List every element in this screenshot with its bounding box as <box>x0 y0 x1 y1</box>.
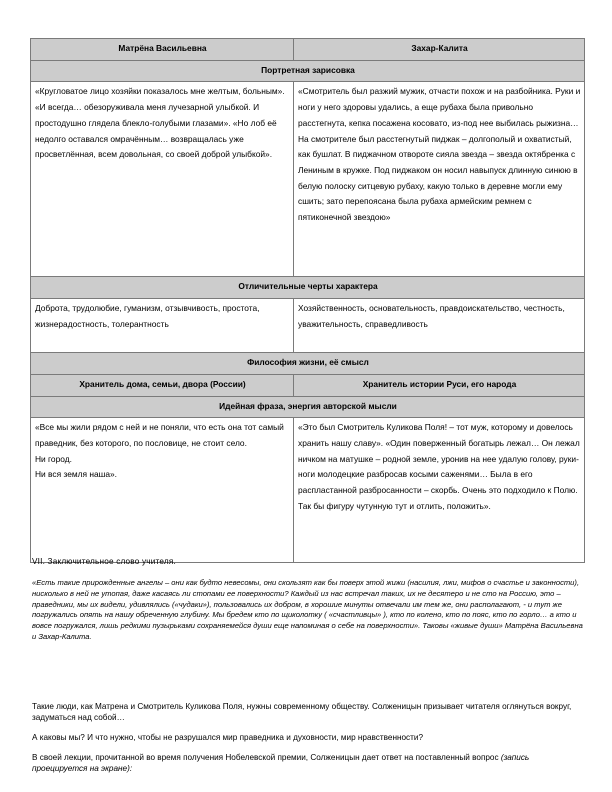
paragraph-question: А каковы мы? И что нужно, чтобы не разрушался мир праведника и духовности, мир нравственности? <box>32 733 424 742</box>
paragraph-nobel-lecture-note: (запись проецируется на экране): <box>32 753 530 773</box>
philosophy-zakhar-cell: Хранитель истории Руси, его народа <box>294 374 585 396</box>
comparison-table <box>30 38 585 563</box>
section-header-idea: Идейная фраза, энергия авторской мысли <box>31 396 585 418</box>
section-header-traits: Отличительные черты характера <box>31 277 585 299</box>
philosophy-matryona-cell: Хранитель дома, семьи, двора (России) <box>31 374 294 396</box>
paragraph-nobel-lecture <box>32 753 584 774</box>
portrait-matryona-cell: «Кругловатое лицо хозяйки показалось мне желтым, больным». «И всегда… обезоруживала меня лучезарной улыбкой. И простодушно глядела блекло-голубыми глазами». «Но лоб её недолго оставался омрачённым… возвращалась уже просветлённая, всем довольная, со своей доброй улыбкой». <box>31 82 294 277</box>
portrait-zakhar-cell: «Смотритель был разжий мужик, отчасти похож и на разбойника. Руки и ноги у него здоровы удались, а еще рубаха была привольно расстегнута, кепка посажена косовато, из-под нее выбилась рыжизна… На смотрителе был расстегнутый пиджак – долгополый и охватистый, как бушлат. В пиджачном отвороте сияла звезда – звезда октябренка с Лениным в кружке. Под пиджаком он носил навыпуск длинную синюю в белую полоску ситцевую рубаху, какую только в деревне могли ему сшить; зато перепоясана была рубаха армейским ремнем с пятиконечной звездою» <box>294 82 585 277</box>
column-header-zakhar: Захар-Калита <box>294 39 585 61</box>
idea-zakhar-cell: «Это был Смотритель Куликова Поля! – тот муж, которому и довелось хранить нашу славу». «Один поверженный богатырь лежал… Он лежал ничком на матушке – родной земле, уронив на нее удалую голову, руки-ноги молодецкие разбросав косыми саженями… Была в его распластанной разбросанности – скорбь. Очень это подходило к Полю. Так бы фигуру чутунную тут и отлить, положить». <box>294 418 585 563</box>
section-heading-conclusion: VII. Заключительное слово учителя. <box>32 557 176 566</box>
traits-matryona-cell: Доброта, трудолюбие, гуманизм, отзывчивость, простота, жизнерадостность, толерантность <box>31 299 294 353</box>
section-header-portrait: Портретная зарисовка <box>31 60 585 82</box>
idea-matryona-text: «Все мы жили рядом с ней и не поняли, что есть она тот самый праведник, без которого, по пословице, не стоит село. Ни город. Ни вся земля наша». <box>35 422 284 480</box>
idea-matryona-cell <box>31 418 294 563</box>
paragraph-nobel-lecture-text: В своей лекции, прочитанной во время получения Нобелевской премии, Солженицын дает ответ на поставленный вопрос <box>32 753 501 762</box>
solzhenitsyn-quote: «Есть такие прирожденные ангелы – они как будто невесомы, они скользят как бы поверх этой жижи (насилия, лжи, мифов о счастье и законности), нисколько в ней не утопая, даже касаясь ли стопами ее поверхности? Каждый из нас встречал таких, их не десятеро и не сто на Россию, это – праведники, мы их видели, удивлялись («чудаки»), пользовались их добром, в хорошие минуты отвечали им тем же, они располагают, - и тут же погружались опять на нашу обреченную глубину. Мы бредем кто по щиколотку ( «счастливцы» ), кто по колено, кто по пояс, кто по горло… а кто и вовсе погружался, лишь редкими пузырьками сохраняемейся души еще напоминая о себе на поверхности». Таковы «живые души» Матрёна Васильевна и Захар-Калита. <box>32 578 583 641</box>
traits-zakhar-cell: Хозяйственность, основательность, правдоискательство, честность, уважительность, справедливость <box>294 299 585 353</box>
section-header-philosophy: Философия жизни, её смысл <box>31 353 585 375</box>
column-header-matryona: Матрёна Васильевна <box>31 39 294 61</box>
paragraph-modern-society: Такие люди, как Матрена и Смотритель Куликова Поля, нужны современному обществу. Солженицын призывает читателя оглянуться вокруг, задуматься над собой… <box>32 702 572 722</box>
